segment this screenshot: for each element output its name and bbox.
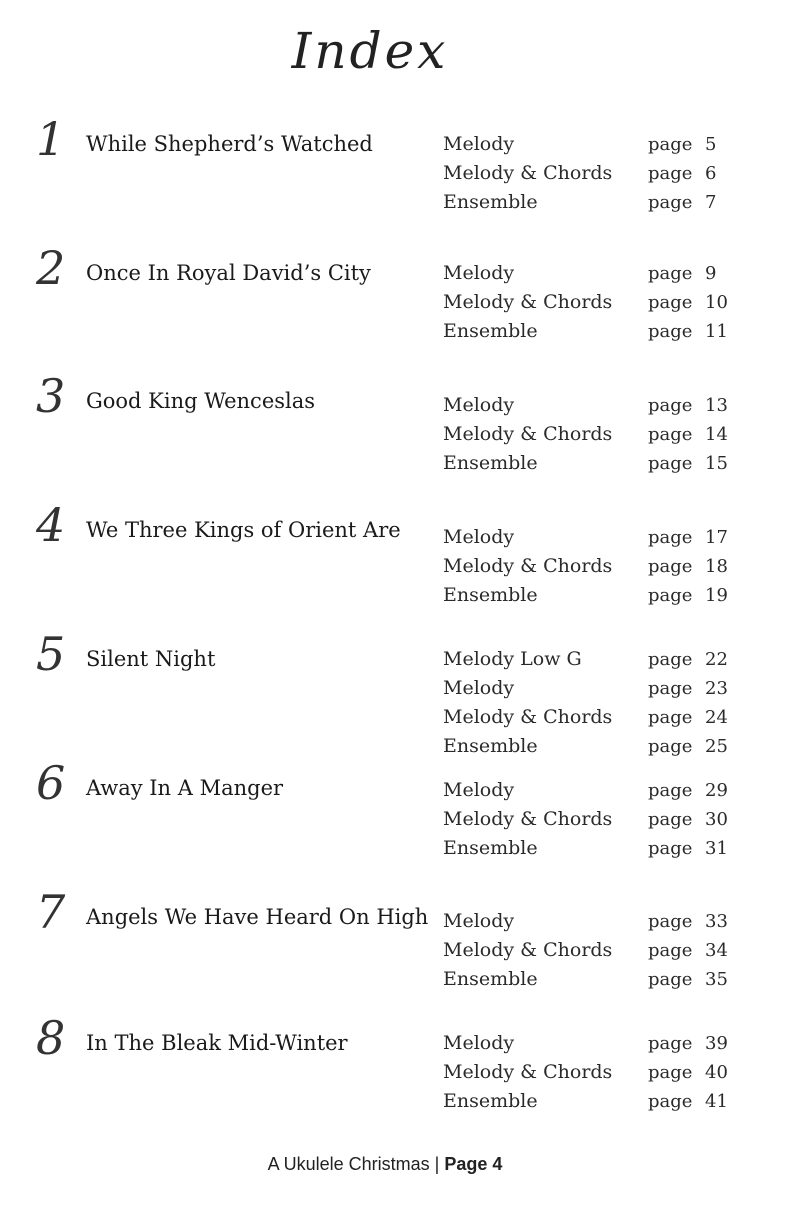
page-number: 29 (705, 780, 728, 801)
page-number: 39 (705, 1033, 728, 1054)
page-label: page (648, 1091, 693, 1112)
page-label: page (648, 940, 693, 961)
page-label: page (648, 678, 693, 699)
page-label: page (648, 736, 693, 757)
page-number: 24 (705, 707, 728, 728)
song-title: We Three Kings of Orient Are (86, 518, 401, 542)
part-row (443, 936, 743, 965)
part-name: Ensemble (443, 584, 538, 606)
part-name: Ensemble (443, 191, 538, 213)
part-name: Melody (443, 910, 515, 932)
page-label: page (648, 809, 693, 830)
part-name: Melody (443, 394, 515, 416)
part-name: Melody & Chords (443, 939, 613, 961)
entry-number: 3 (36, 369, 66, 423)
song-title: Good King Wenceslas (86, 389, 316, 413)
parts-list (443, 259, 743, 346)
page-number: 6 (705, 163, 717, 184)
part-row (443, 907, 743, 936)
page-label: page (648, 1062, 693, 1083)
page-number: 9 (705, 263, 717, 284)
part-row (443, 449, 743, 478)
parts-list (443, 391, 743, 478)
page-label: page (648, 585, 693, 606)
page-number: 25 (705, 736, 728, 757)
footer-page-number: Page 4 (444, 1154, 503, 1174)
page-number: 10 (705, 292, 728, 313)
part-name: Melody Low G (443, 648, 582, 670)
page-number: 41 (705, 1091, 728, 1112)
part-row (443, 805, 743, 834)
page-label: page (648, 969, 693, 990)
page-number: 40 (705, 1062, 728, 1083)
page-number: 23 (705, 678, 728, 699)
page-number: 30 (705, 809, 728, 830)
page-label: page (648, 707, 693, 728)
page-number: 7 (705, 192, 717, 213)
part-row (443, 645, 743, 674)
part-row (443, 581, 743, 610)
page-number: 34 (705, 940, 728, 961)
part-row (443, 391, 743, 420)
part-name: Melody (443, 133, 515, 155)
entry-number: 5 (36, 627, 66, 681)
part-row (443, 674, 743, 703)
part-row (443, 552, 743, 581)
page-label: page (648, 838, 693, 859)
part-name: Melody (443, 779, 515, 801)
page-label: page (648, 263, 693, 284)
page-number: 19 (705, 585, 728, 606)
part-row (443, 188, 743, 217)
page-label: page (648, 321, 693, 342)
parts-list (443, 645, 743, 761)
page-label: page (648, 395, 693, 416)
entry-number: 4 (36, 498, 66, 552)
part-name: Melody (443, 677, 515, 699)
entry-number: 2 (36, 241, 66, 295)
page-number: 5 (705, 134, 717, 155)
entry-number: 8 (36, 1011, 66, 1065)
song-title: Away In A Manger (86, 776, 284, 800)
page-label: page (648, 163, 693, 184)
part-row (443, 288, 743, 317)
part-row (443, 834, 743, 863)
page-number: 31 (705, 838, 728, 859)
page-number: 15 (705, 453, 728, 474)
part-name: Ensemble (443, 320, 538, 342)
part-row (443, 703, 743, 732)
part-name: Melody & Chords (443, 162, 613, 184)
page-label: page (648, 1033, 693, 1054)
part-name: Melody (443, 262, 515, 284)
song-title: Silent Night (86, 647, 216, 671)
page-number: 14 (705, 424, 728, 445)
part-name: Melody (443, 526, 515, 548)
part-name: Melody & Chords (443, 808, 613, 830)
part-name: Melody & Chords (443, 423, 613, 445)
part-name: Melody (443, 1032, 515, 1054)
page-footer (0, 1154, 770, 1175)
part-row (443, 1087, 743, 1116)
page-label: page (648, 453, 693, 474)
song-title: Once In Royal David’s City (86, 261, 371, 285)
part-row (443, 1029, 743, 1058)
part-name: Ensemble (443, 1090, 538, 1112)
parts-list (443, 776, 743, 863)
part-name: Melody & Chords (443, 1061, 613, 1083)
page-label: page (648, 134, 693, 155)
page-label: page (648, 911, 693, 932)
page-number: 22 (705, 649, 728, 670)
part-row (443, 259, 743, 288)
part-row (443, 965, 743, 994)
page-number: 35 (705, 969, 728, 990)
page-label: page (648, 424, 693, 445)
page-label: page (648, 527, 693, 548)
part-row (443, 732, 743, 761)
page-label: page (648, 556, 693, 577)
page-label: page (648, 292, 693, 313)
parts-list (443, 1029, 743, 1116)
parts-list (443, 523, 743, 610)
page-label: page (648, 192, 693, 213)
part-row (443, 159, 743, 188)
song-title: In The Bleak Mid-Winter (86, 1031, 348, 1055)
song-title: While Shepherd’s Watched (86, 132, 373, 156)
page-number: 11 (705, 321, 728, 342)
part-row (443, 776, 743, 805)
footer-book-title: A Ukulele Christmas | (267, 1154, 440, 1174)
part-name: Melody & Chords (443, 555, 613, 577)
parts-list (443, 130, 743, 217)
part-name: Ensemble (443, 735, 538, 757)
part-row (443, 130, 743, 159)
part-row (443, 317, 743, 346)
page-number: 33 (705, 911, 728, 932)
song-title: Angels We Have Heard On High (86, 905, 429, 929)
entry-number: 1 (36, 112, 66, 166)
parts-list (443, 907, 743, 994)
part-row (443, 523, 743, 552)
index-heading: Index (291, 22, 449, 80)
part-name: Melody & Chords (443, 291, 613, 313)
part-name: Ensemble (443, 968, 538, 990)
page-number: 13 (705, 395, 728, 416)
part-name: Ensemble (443, 452, 538, 474)
page-label: page (648, 649, 693, 670)
page-label: page (648, 780, 693, 801)
part-name: Melody & Chords (443, 706, 613, 728)
page-number: 17 (705, 527, 728, 548)
entry-number: 7 (36, 885, 66, 939)
page-number: 18 (705, 556, 728, 577)
entry-number: 6 (36, 756, 66, 810)
part-name: Ensemble (443, 837, 538, 859)
part-row (443, 1058, 743, 1087)
part-row (443, 420, 743, 449)
